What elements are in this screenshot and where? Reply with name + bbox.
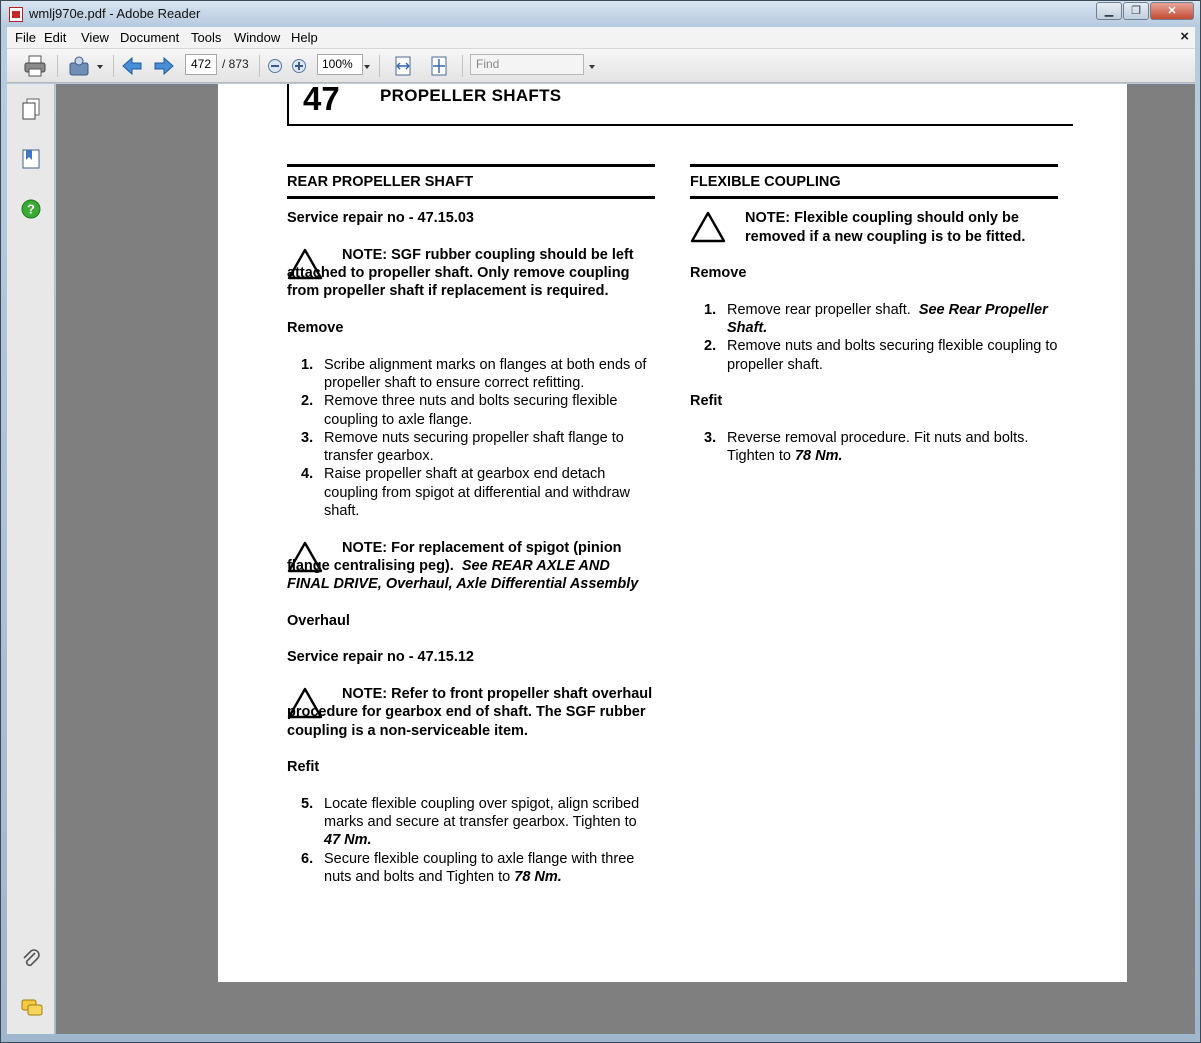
torque-value: 78 Nm.: [794, 448, 843, 465]
torque-value: 47 Nm.: [324, 832, 372, 849]
attachments-icon[interactable]: [21, 948, 41, 970]
cross-reference-link[interactable]: See REAR AXLE AND FINAL DRIVE, Overhaul, Axle Differential Assembly: [287, 557, 639, 593]
list-item: [287, 850, 655, 887]
step-number: 6.: [301, 850, 314, 867]
minimize-button[interactable]: ▁: [1096, 2, 1122, 20]
menu-file[interactable]: File: [15, 30, 36, 45]
step-text: Remove nuts securing propeller shaft flange to transfer gearbox.: [324, 429, 624, 465]
left-column: [287, 164, 655, 886]
section-title-flexible-coupling: FLEXIBLE COUPLING: [690, 164, 1058, 199]
list-item: [690, 429, 1058, 466]
refit-steps-list: [690, 429, 1058, 466]
window-controls: [1095, 2, 1194, 20]
document-viewport[interactable]: [56, 80, 1195, 1034]
navigation-pane: [7, 84, 55, 1034]
service-repair-number: Service repair no - 47.15.03: [287, 210, 474, 227]
remove-heading: Remove: [690, 265, 747, 282]
step-number: 2.: [704, 338, 717, 355]
find-dropdown-icon[interactable]: [589, 65, 595, 69]
remove-heading: Remove: [287, 320, 344, 337]
toolbar-separator: [113, 55, 114, 77]
collaborate-icon[interactable]: [67, 54, 93, 78]
warning-triangle-icon: [287, 541, 323, 573]
remove-steps-list: [287, 356, 655, 521]
list-item: [690, 337, 1058, 374]
note-block: [690, 209, 1058, 246]
chapter-title: PROPELLER SHAFTS: [380, 86, 562, 105]
list-item: [690, 301, 1058, 338]
warning-triangle-icon: [690, 211, 726, 243]
fit-width-icon[interactable]: [393, 55, 413, 77]
pdf-file-icon: [9, 7, 23, 22]
step-text: Scribe alignment marks on flanges at both ends of propeller shaft to ensure correct refitting.: [324, 356, 647, 391]
toolbar-separator: [57, 55, 58, 77]
step-number: 3.: [704, 429, 717, 446]
remove-steps-list: [690, 301, 1058, 374]
overhaul-heading: Overhaul: [287, 612, 350, 629]
step-number: 3.: [301, 429, 314, 446]
bookmarks-icon[interactable]: [21, 148, 41, 170]
window-title: wmlj970e.pdf - Adobe Reader: [29, 6, 201, 21]
close-document-button[interactable]: ×: [1180, 28, 1189, 45]
menu-bar: [7, 27, 1195, 49]
menu-help[interactable]: Help: [291, 30, 318, 45]
zoom-level-input[interactable]: 100%: [317, 54, 363, 75]
title-bar: [1, 1, 1200, 27]
step-text: Remove rear propeller shaft.: [727, 301, 911, 318]
comments-icon[interactable]: [21, 998, 43, 1018]
collaborate-dropdown-icon[interactable]: [97, 65, 103, 69]
refit-heading: Refit: [690, 393, 723, 410]
note-bold-text: NOTE: For replacement of spigot (pinion flange centralising peg).: [287, 539, 622, 574]
note-text: NOTE: Flexible coupling should only be removed if a new coupling is to be fitted.: [745, 210, 1026, 245]
step-text: Reverse removal procedure. Fit nuts and bolts. Tighten to: [727, 429, 1029, 465]
list-item: [287, 795, 655, 850]
note-block: [287, 685, 655, 740]
note-block: [287, 539, 655, 594]
list-item: [287, 392, 655, 429]
cross-reference-link[interactable]: See Rear Propeller Shaft.: [727, 301, 1048, 337]
svg-text:?: ?: [27, 201, 35, 217]
torque-value: 78 Nm.: [514, 868, 562, 885]
step-text: Raise propeller shaft at gearbox end detach coupling from spigot at differential and withdraw shaft.: [324, 466, 631, 520]
list-item: [287, 429, 655, 466]
page-number-input[interactable]: 472: [185, 54, 217, 75]
page-total: / 873: [222, 57, 249, 71]
zoom-dropdown-icon[interactable]: [364, 65, 370, 69]
find-input[interactable]: Find: [470, 54, 584, 75]
step-number: 1.: [704, 301, 717, 318]
step-number: 5.: [301, 795, 314, 812]
chapter-number: 47: [303, 80, 340, 117]
warning-triangle-icon: [287, 248, 323, 280]
menu-document[interactable]: Document: [120, 30, 180, 45]
menu-edit[interactable]: Edit: [44, 30, 67, 45]
chapter-header: [287, 80, 1073, 126]
list-item: [287, 465, 655, 520]
note-text: NOTE: SGF rubber coupling should be left attached to propeller shaft. Only remove coupling from propeller shaft if replacement is required.: [287, 246, 634, 300]
close-window-button[interactable]: ✕: [1150, 2, 1194, 20]
toolbar: [7, 49, 1195, 83]
step-number: 4.: [301, 466, 314, 483]
toolbar-separator: [379, 55, 380, 77]
zoom-in-icon[interactable]: [291, 58, 307, 74]
pdf-page: [218, 80, 1127, 982]
next-page-icon[interactable]: [153, 55, 175, 77]
previous-page-icon[interactable]: [121, 55, 143, 77]
pages-icon[interactable]: [21, 98, 41, 120]
toolbar-separator: [462, 55, 463, 77]
note-text: NOTE: Refer to front propeller shaft overhaul procedure for gearbox end of shaft. The SGF rubber coupling is a non-serviceable item.: [287, 686, 653, 739]
zoom-out-icon[interactable]: [267, 58, 283, 74]
menu-view[interactable]: View: [81, 30, 109, 45]
refit-steps-list: [287, 795, 655, 886]
help-icon[interactable]: [21, 199, 41, 219]
maximize-button[interactable]: ❐: [1123, 2, 1149, 20]
step-text: Remove nuts and bolts securing flexible coupling to propeller shaft.: [727, 338, 1058, 373]
menu-tools[interactable]: Tools: [191, 30, 222, 45]
toolbar-separator: [259, 55, 260, 77]
print-icon[interactable]: [23, 54, 47, 78]
service-repair-number: Service repair no - 47.15.12: [287, 649, 474, 666]
note-block: [287, 246, 655, 301]
refit-heading: Refit: [287, 759, 320, 776]
step-number: 2.: [301, 393, 314, 410]
step-text: Remove three nuts and bolts securing flexible coupling to axle flange.: [324, 393, 618, 428]
right-column: [690, 164, 1058, 465]
list-item: [287, 356, 655, 393]
step-number: 1.: [301, 356, 314, 373]
step-text: Locate flexible coupling over spigot, align scribed marks and secure at transfer gearbox. Tighten to: [324, 795, 640, 831]
menu-window[interactable]: Window: [234, 30, 281, 45]
fit-page-icon[interactable]: [429, 55, 449, 77]
section-title-rear-propeller-shaft: REAR PROPELLER SHAFT: [287, 164, 655, 199]
step-text: Secure flexible coupling to axle flange with three nuts and bolts and Tighten to: [324, 850, 635, 885]
note-text: [287, 539, 655, 594]
warning-triangle-icon: [287, 687, 323, 719]
